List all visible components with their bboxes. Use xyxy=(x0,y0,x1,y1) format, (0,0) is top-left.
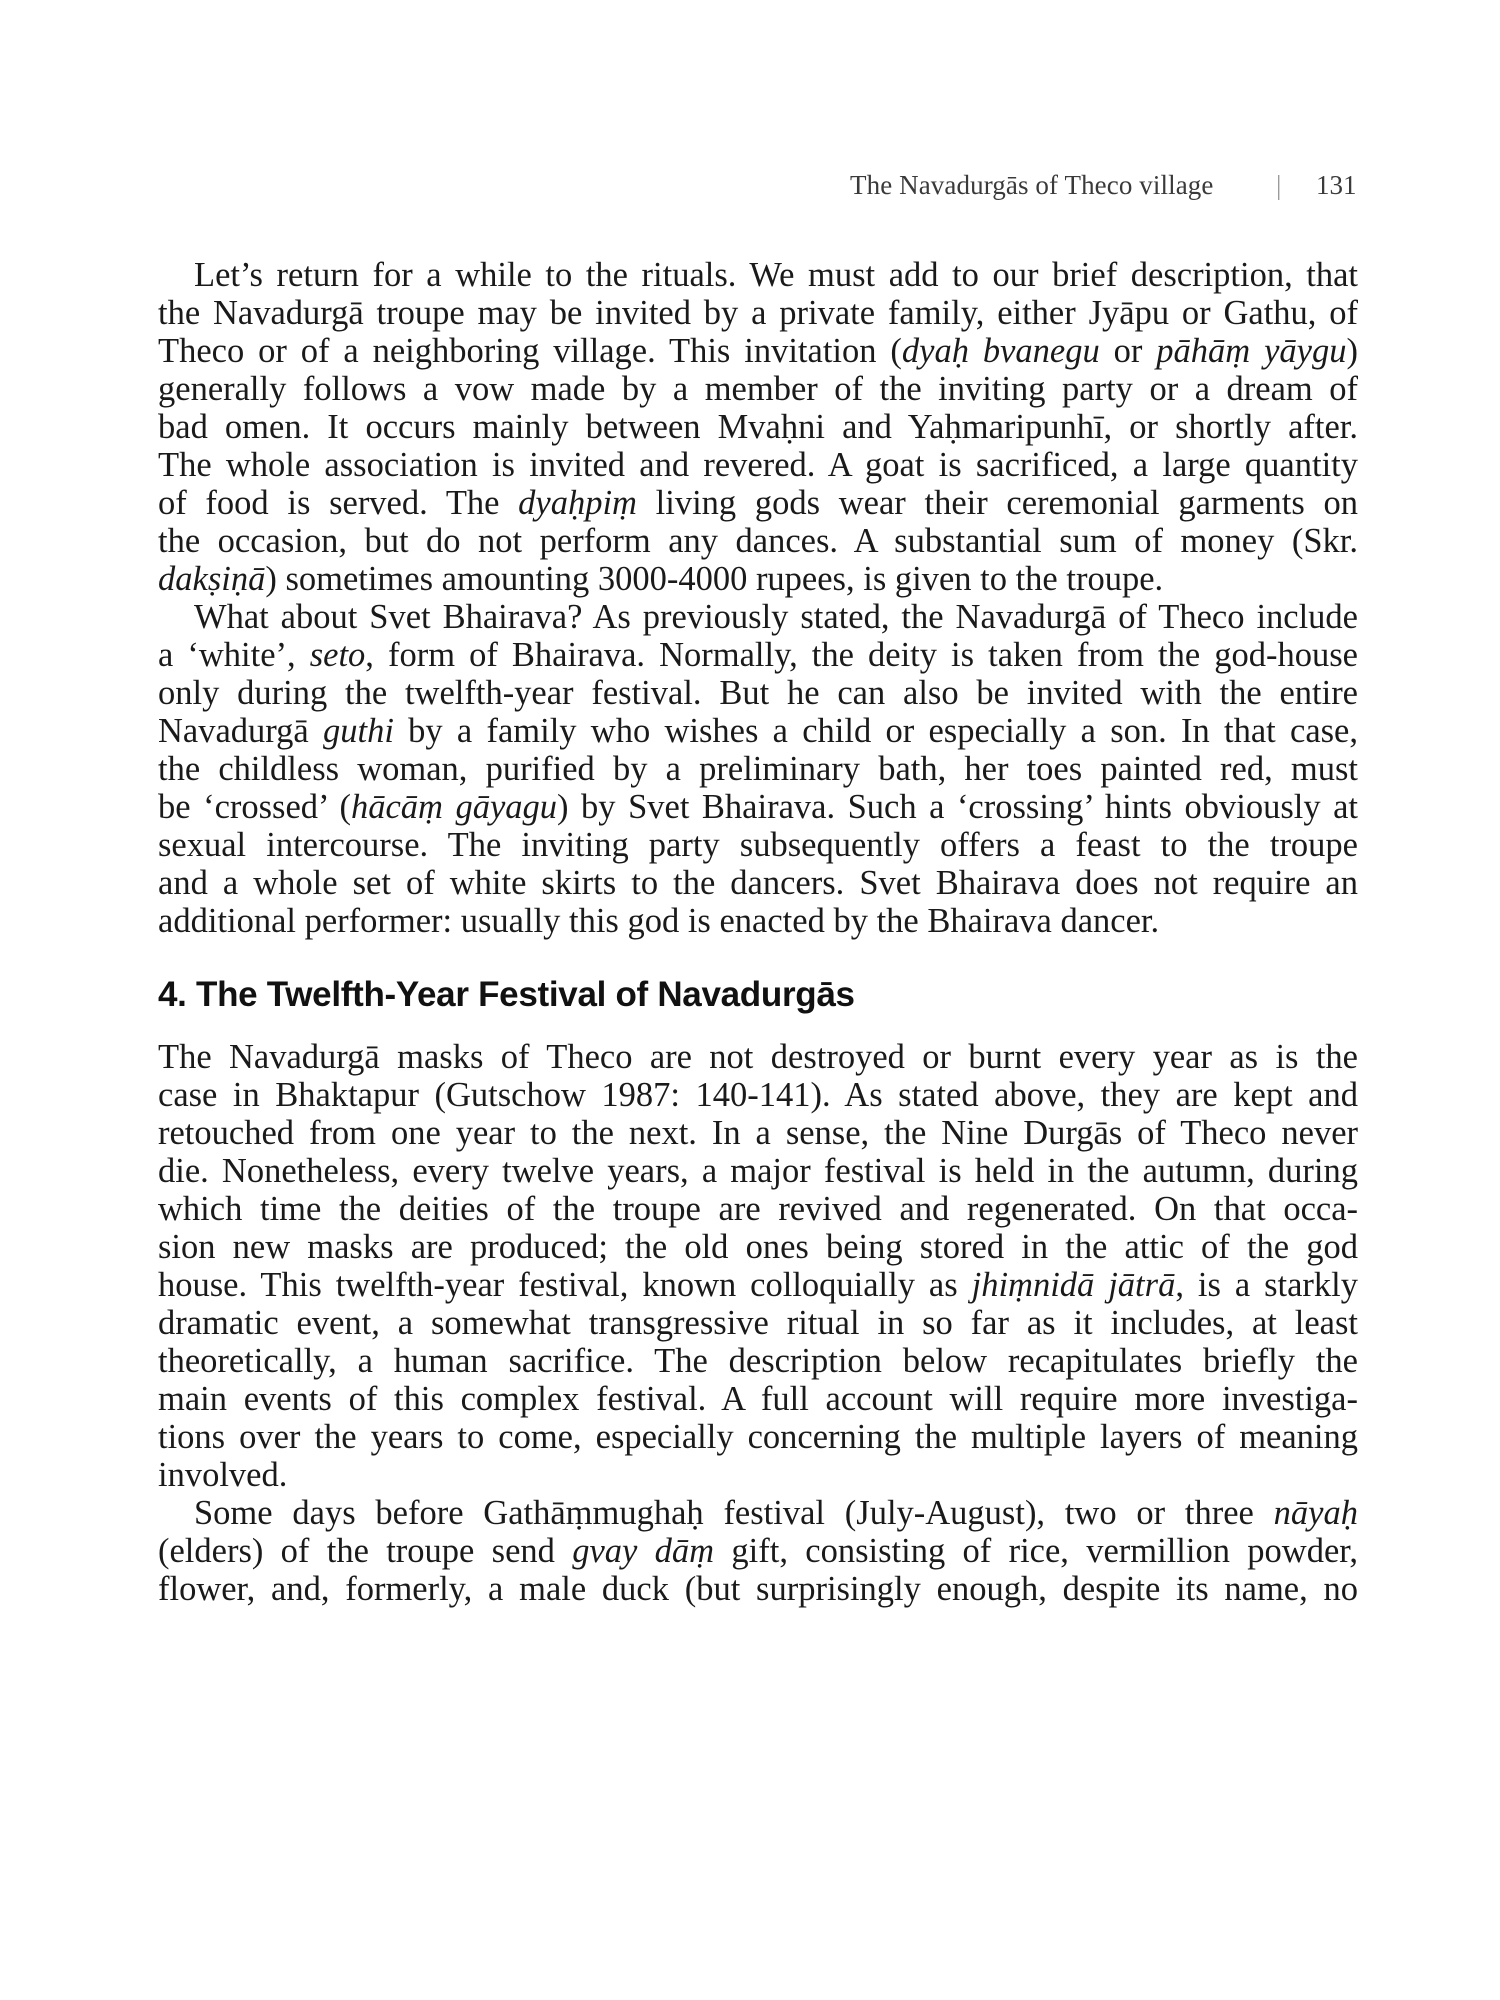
italic-term: dyaḥ bvanegu xyxy=(901,332,1100,370)
italic-term: nāyaḥ xyxy=(1273,1494,1358,1532)
text-line: additional performer: usually this god is enacted by the Bhairava dancer. xyxy=(158,902,1160,940)
italic-term: guthi xyxy=(322,712,394,750)
text-line: theoretically, a human sacrifice. The description below recapitulates briefly the xyxy=(158,1342,1358,1380)
text-line: Some days before Gathāṃmughaḥ festival (July-August), two or three nāyaḥ xyxy=(194,1494,1358,1532)
text-line: flower, and, formerly, a male duck (but surprisingly enough, despite its name, no xyxy=(158,1570,1358,1608)
italic-term: dakṣiṇā xyxy=(158,560,266,598)
text-line: which time the deities of the troupe are revived and regenerated. On that occa- xyxy=(158,1190,1358,1228)
text-line: The Navadurgā masks of Theco are not destroyed or burnt every year as is the xyxy=(158,1038,1358,1076)
text-line: be ‘crossed’ (hācāṃ gāyagu) by Svet Bhairava. Such a ‘crossing’ hints obviously at xyxy=(158,788,1358,826)
text-line: dramatic event, a somewhat transgressive ritual in so far as it includes, at least xyxy=(158,1304,1358,1342)
text-line: The whole association is invited and revered. A goat is sacrificed, a large quantity xyxy=(158,446,1358,484)
section-heading: 4. The Twelfth-Year Festival of Navadurgās xyxy=(158,975,855,1014)
text-line: house. This twelfth-year festival, known colloquially as jhiṃnidā jātrā, is a starkly xyxy=(158,1266,1358,1304)
text-line: only during the twelfth-year festival. But he can also be invited with the entire xyxy=(158,674,1358,712)
italic-term: hācāṃ gāyagu xyxy=(350,788,558,826)
text-line: involved. xyxy=(158,1456,288,1494)
text-line: the Navadurgā troupe may be invited by a private family, either Jyāpu or Gathu, of xyxy=(158,294,1358,332)
italic-term: seto xyxy=(309,636,366,674)
text-line: generally follows a vow made by a member of the inviting party or a dream of xyxy=(158,370,1358,408)
text-line: dakṣiṇā) sometimes amounting 3000-4000 rupees, is given to the troupe. xyxy=(158,560,1164,598)
text-line: of food is served. The dyaḥpiṃ living gods wear their ceremonial garments on xyxy=(158,484,1358,522)
text-line: bad omen. It occurs mainly between Mvaḥni and Yaḥmaripunhī, or shortly after. xyxy=(158,408,1358,446)
text-line: case in Bhaktapur (Gutschow 1987: 140-141). As stated above, they are kept and xyxy=(158,1076,1358,1114)
text-line: sexual intercourse. The inviting party subsequently offers a feast to the troupe xyxy=(158,826,1358,864)
italic-term: jhiṃnidā jātrā xyxy=(971,1266,1176,1304)
text-line: Navadurgā guthi by a family who wishes a child or especially a son. In that case, xyxy=(158,712,1359,750)
running-head-separator: | xyxy=(1276,170,1282,200)
running-head-title: The Navadurgās of Theco village xyxy=(850,170,1214,200)
italic-term: gvay dāṃ xyxy=(572,1532,715,1570)
text-line: the occasion, but do not perform any dances. A substantial sum of money (Skr. xyxy=(158,522,1358,560)
text-line: sion new masks are produced; the old ones being stored in the attic of the god xyxy=(158,1228,1358,1266)
text-line: Theco or of a neighboring village. This invitation (dyaḥ bvanegu or pāhāṃ yāygu) xyxy=(158,332,1358,370)
text-line: tions over the years to come, especially concerning the multiple layers of meaning xyxy=(158,1418,1358,1456)
text-line: main events of this complex festival. A full account will require more investiga- xyxy=(158,1380,1358,1418)
text-line: die. Nonetheless, every twelve years, a major festival is held in the autumn, during xyxy=(158,1152,1358,1190)
text-line: the childless woman, purified by a preliminary bath, her toes painted red, must xyxy=(158,750,1358,788)
text-line: and a whole set of white skirts to the dancers. Svet Bhairava does not require an xyxy=(158,864,1358,902)
italic-term: dyaḥpiṃ xyxy=(518,484,637,522)
page-number: 131 xyxy=(1316,170,1357,200)
text-line: (elders) of the troupe send gvay dāṃ gift, consisting of rice, vermillion powder, xyxy=(158,1532,1358,1570)
text-line: Let’s return for a while to the rituals. We must add to our brief description, that xyxy=(194,256,1358,294)
italic-term: pāhāṃ yāygu xyxy=(1156,332,1347,370)
text-line: retouched from one year to the next. In a sense, the Nine Durgās of Theco never xyxy=(158,1114,1358,1152)
text-line: a ‘white’, seto, form of Bhairava. Normally, the deity is taken from the god-house xyxy=(158,636,1358,674)
text-line: What about Svet Bhairava? As previously stated, the Navadurgā of Theco include xyxy=(194,598,1358,636)
